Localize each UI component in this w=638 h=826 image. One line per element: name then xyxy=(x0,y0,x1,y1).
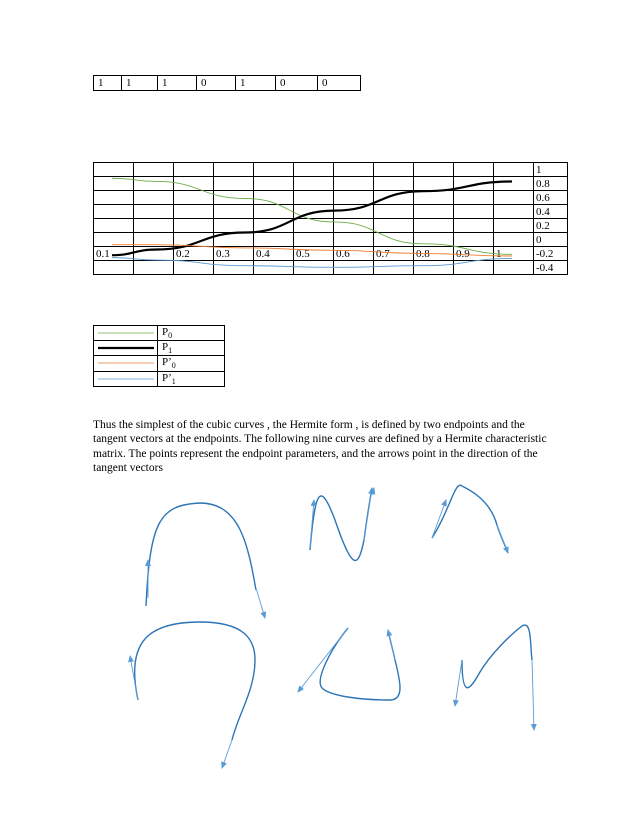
x-tick-label: 0.6 xyxy=(334,247,374,261)
tangent-arrow xyxy=(130,656,138,700)
legend-label-p0: $P_0$ xyxy=(158,326,225,341)
x-tick-label: 0.1 xyxy=(94,247,134,261)
y-tick-label: 0 xyxy=(534,233,568,247)
y-tick-label: -0.4 xyxy=(534,261,568,275)
x-tick-label: 1 xyxy=(494,247,534,261)
bit-cell: 0 xyxy=(318,76,361,91)
hermite-curve-2 xyxy=(310,488,372,560)
tangent-arrow xyxy=(497,525,508,553)
x-tick-label: 0.2 xyxy=(174,247,214,261)
legend-label-p0-prime: $P’_0$ xyxy=(158,356,225,371)
tangent-arrow xyxy=(310,500,314,548)
body-paragraph: Thus the simplest of the cubic curves , the Hermite form , is defined by two endpoints and the tangent vectors at the endpoints. The following nine curves are defined by a Hermite characteristic matrix. The points represent the endpoint parameters, and the arrows point in the direction of the tangent vectors xyxy=(93,419,547,475)
tangent-arrow xyxy=(298,628,348,692)
y-tick-label: -0.2 xyxy=(534,247,568,261)
bit-cell: 1 xyxy=(94,76,122,91)
hermite-curve-5 xyxy=(320,628,400,700)
x-tick-label: 0.9 xyxy=(454,247,494,261)
bit-cell: 0 xyxy=(197,76,236,91)
tangent-arrow xyxy=(455,660,462,706)
x-tick-label: 0.3 xyxy=(214,247,254,261)
tangent-arrow xyxy=(388,630,395,660)
y-tick-label: 0.8 xyxy=(534,177,568,191)
x-tick-label: 0.5 xyxy=(294,247,334,261)
hermite-curve-4 xyxy=(135,622,255,740)
legend-label-p1: $P_1$ xyxy=(158,341,225,356)
hermite-curve-3 xyxy=(432,485,508,553)
legend-label-p1-prime: $P’_1$ xyxy=(158,371,225,386)
tangent-arrow xyxy=(256,588,265,618)
x-tick-label: 0.7 xyxy=(374,247,414,261)
hermite-curve-1 xyxy=(146,503,256,606)
hermite-curve-6 xyxy=(462,625,532,688)
tangent-arrow xyxy=(364,488,372,540)
tangent-arrow xyxy=(532,660,534,730)
y-tick-label: 0.6 xyxy=(534,191,568,205)
x-tick-label: 0.4 xyxy=(254,247,294,261)
bit-cell: 1 xyxy=(122,76,158,91)
x-tick-label: 0.8 xyxy=(414,247,454,261)
bit-cell: 0 xyxy=(276,76,318,91)
bit-cell: 1 xyxy=(158,76,197,91)
tangent-arrow xyxy=(222,740,232,768)
tangent-arrow xyxy=(432,500,446,538)
bit-cell: 1 xyxy=(236,76,276,91)
y-tick-label: 0.2 xyxy=(534,219,568,233)
y-tick-label: 1 xyxy=(534,163,568,177)
y-tick-label: 0.4 xyxy=(534,205,568,219)
